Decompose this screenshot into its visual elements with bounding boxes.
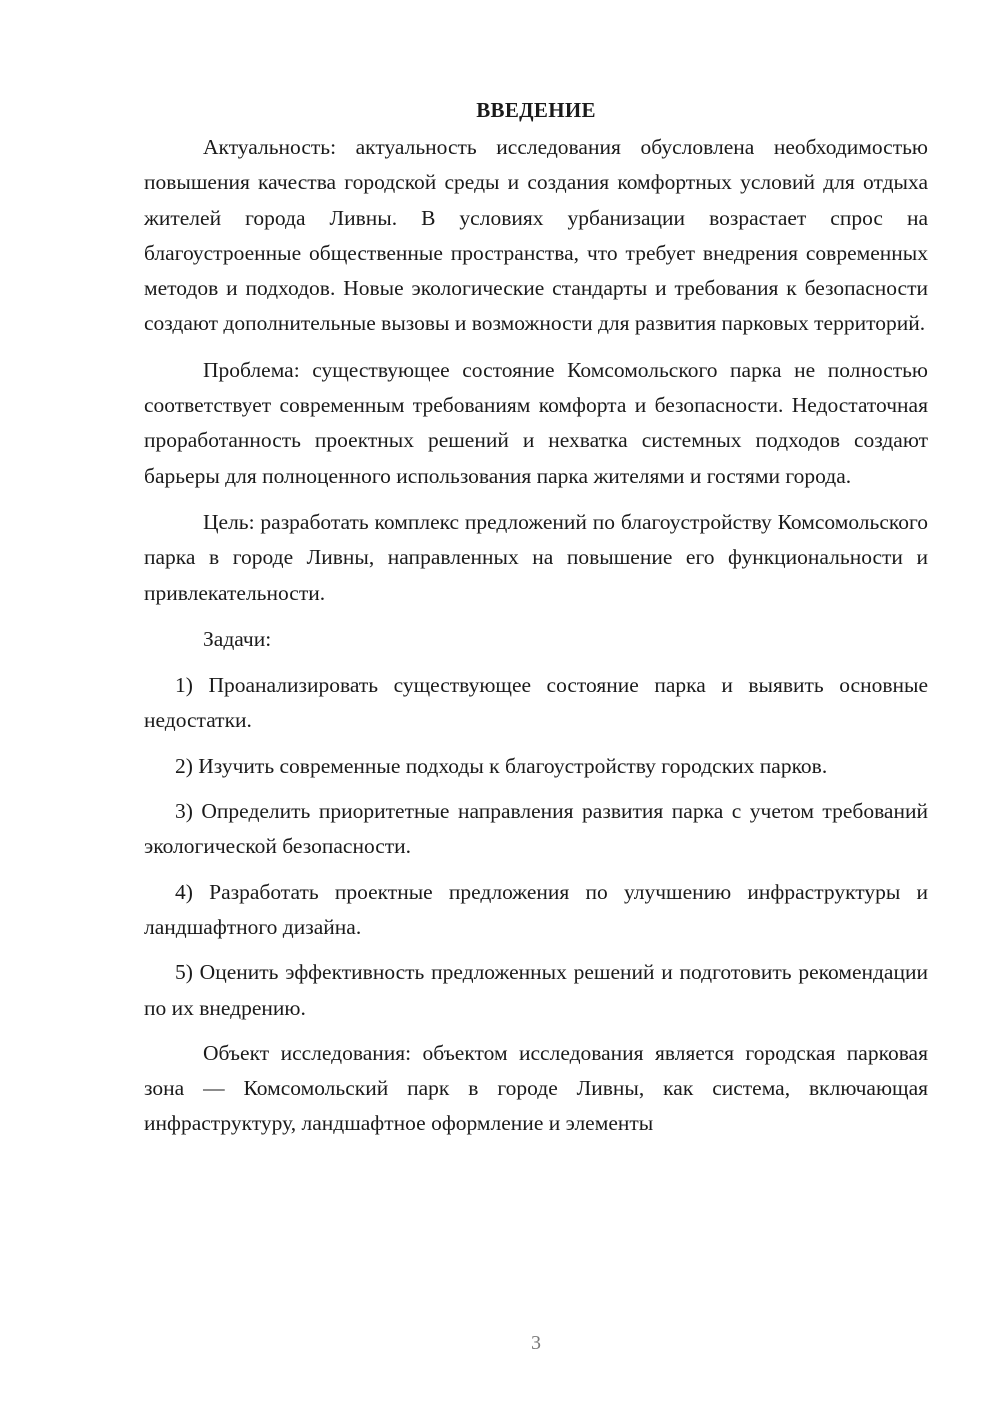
tasks-label: Задачи: [203, 626, 272, 651]
task-item-3: 3) Определить приоритетные направления развития парка с учетом требований экологической безопасности. [144, 799, 928, 859]
tasks-list [144, 668, 928, 1026]
task-item-1: 1) Проанализировать существующее состояние парка и выявить основные недостатки. [144, 673, 928, 733]
goal-paragraph: Цель: разработать комплекс предложений по благоустройству Комсомольского парка в городе Ливны, направленных на повышение его функциональности и привлекательности. [144, 509, 928, 605]
problem-paragraph: Проблема: существующее состояние Комсомольского парка не полностью соответствует современным требованиям комфорта и безопасности. Недостаточная проработанность проектных решений и нехватка системных подходов создают барьеры для полноценного использования парка жителями и гостями города. [144, 357, 928, 488]
page-number: 3 [531, 1332, 541, 1354]
task-item-5: 5) Оценить эффективность предложенных решений и подготовить рекомендации по их внедрению. [144, 960, 928, 1020]
page-title: ВВЕДЕНИЕ [476, 98, 596, 122]
task-item-2: 2) Изучить современные подходы к благоустройству городских парков. [175, 753, 828, 778]
relevance-paragraph: Актуальность: актуальность исследования обусловлена необходимостью повышения качества городской среды и создания комфортных условий для отдыха жителей города Ливны. В условиях урбанизации возрастает спрос на благоустроенные общественные пространства, что требует внедрения современных методов и подходов. Новые экологические стандарты и требования к безопасности создают дополнительные вызовы и возможности для развития парковых территорий. [144, 135, 928, 336]
task-item-4: 4) Разработать проектные предложения по улучшению инфраструктуры и ландшафтного дизайна. [144, 879, 928, 939]
document-page [144, 92, 928, 1153]
object-paragraph: Объект исследования: объектом исследования является городская парковая зона — Комсомольский парк в городе Ливны, как система, включающая инфраструктуру, ландшафтное оформление и элементы [144, 1040, 928, 1136]
